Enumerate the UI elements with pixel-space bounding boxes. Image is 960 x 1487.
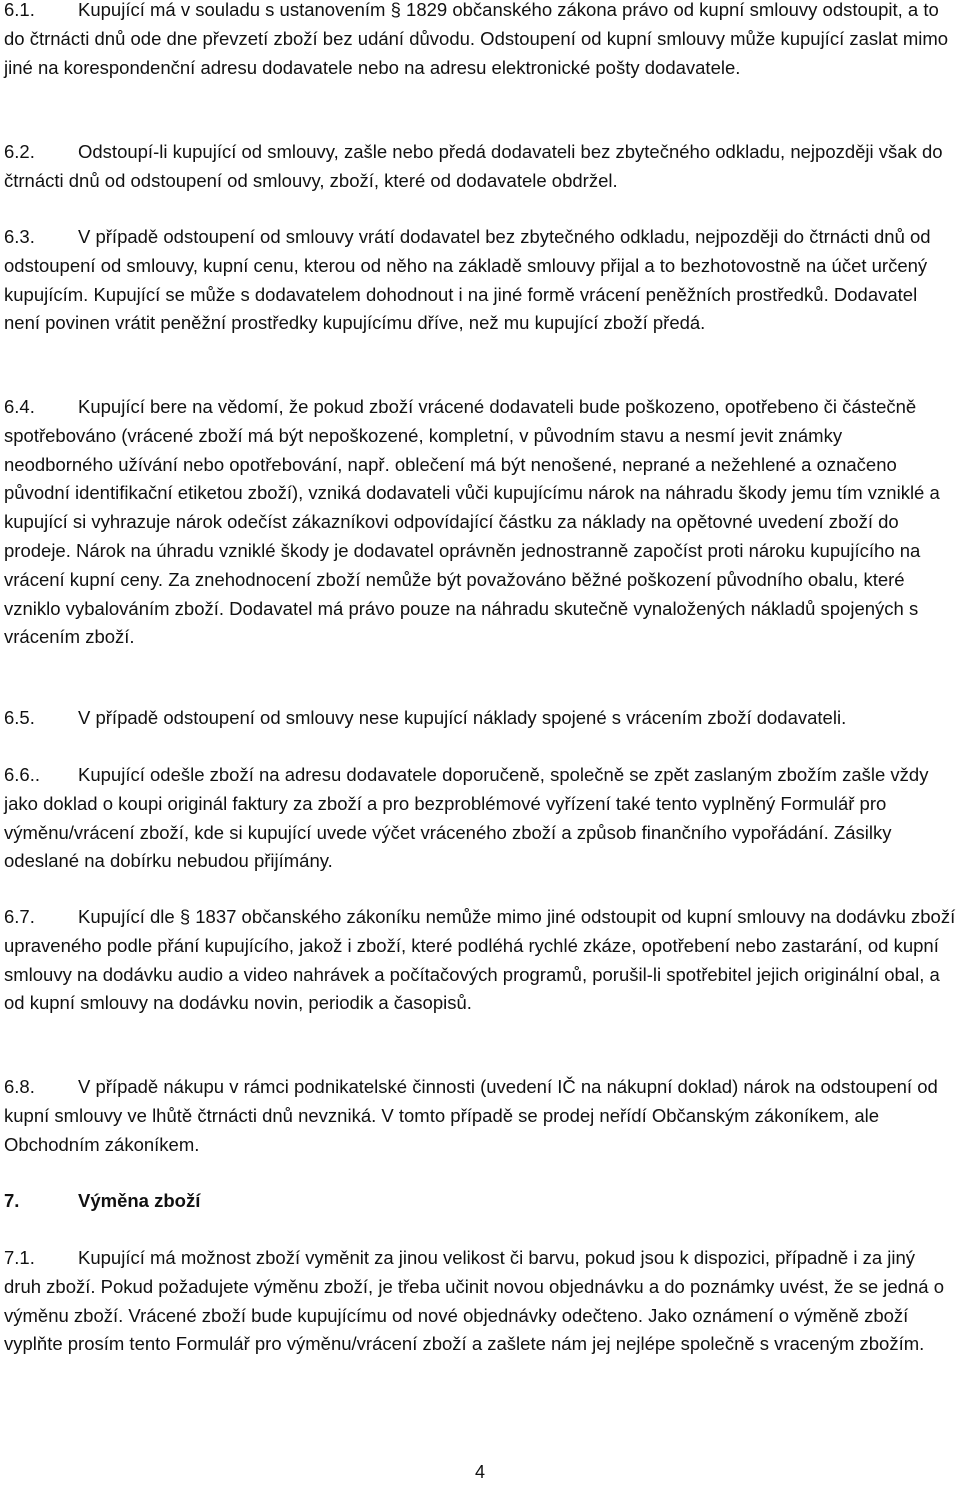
section-number: 6.8.	[4, 1076, 35, 1097]
section-number: 6.1.	[4, 0, 35, 20]
section-7-1	[4, 1244, 956, 1359]
section-6-8	[4, 1073, 956, 1159]
heading-title: Výměna zboží	[78, 1190, 201, 1211]
section-text: Kupující má možnost zboží vyměnit za jinou velikost či barvu, pokud jsou k dispozici, případně i za jiný druh zboží. Pokud požadujete výměnu zboží, je třeba učinit novou objednávku a do poznámky uvést, že se jedná o výměnu zboží. Vrácené zboží bude kupujícímu od nové objednávky odečteno. Jako oznámení o výměně zboží vyplňte prosím tento Formulář pro výměnu/vrácení zboží a zašlete nám jej nejlépe společně s vraceným zbožím.	[4, 1247, 944, 1355]
section-6-2	[4, 138, 956, 196]
section-number: 6.6..	[4, 764, 40, 785]
section-number: 6.3.	[4, 226, 35, 247]
section-number: 6.4.	[4, 396, 35, 417]
section-6-6	[4, 761, 956, 876]
section-number: 6.2.	[4, 141, 35, 162]
section-text: Kupující odešle zboží na adresu dodavatele doporučeně, společně se zpět zaslaným zbožím zašle vždy jako doklad o koupi originál faktury za zboží a pro bezproblémové vyřízení také tento vyplněný Formulář pro výměnu/vrácení zboží, kde si kupující uvede výčet vráceného zboží a způsob finančního vypořádání. Zásilky odeslané na dobírku nebudou přijímány.	[4, 764, 929, 872]
section-6-1	[4, 0, 956, 82]
section-text: Odstoupí-li kupující od smlouvy, zašle nebo předá dodavateli bez zbytečného odkladu, nejpozději však do čtrnácti dnů od odstoupení od smlouvy, zboží, které od dodavatele obdržel.	[4, 141, 943, 191]
section-text: Kupující má v souladu s ustanovením § 1829 občanského zákona právo od kupní smlouvy odstoupit, a to do čtrnácti dnů ode dne převzetí zboží bez udání důvodu. Odstoupení od kupní smlouvy může kupující zaslat mimo jiné na korespondenční adresu dodavatele nebo na adresu elektronické pošty dodavatele.	[4, 0, 949, 78]
section-text: Kupující bere na vědomí, že pokud zboží vrácené dodavateli bude poškozeno, opotřebeno či částečně spotřebováno (vrácené zboží má být nepoškozené, kompletní, v původním stavu a nesmí jevit známky neodborného užívání nebo opotřebování, např. oblečení má být nenošené, neprané a nežehlené a označeno původní identifikační etiketou zboží), vzniká dodavateli vůči kupujícímu nárok na náhradu škody jemu tím vzniklé a kupující si vyhrazuje nárok odečíst zákazníkovi odpovídající částku za náklady na opětovné uvedení zboží do prodeje. Nárok na úhradu vzniklé škody je dodavatel oprávněn jednostranně započíst proti nároku kupujícího na vrácení kupní ceny. Za znehodnocení zboží nemůže být považováno běžné poškození původního obalu, které vzniklo vybalováním zboží. Dodavatel má právo pouze na náhradu skutečně vynaložených nákladů spojených s vrácením zboží.	[4, 396, 940, 648]
section-text: Kupující dle § 1837 občanského zákoníku nemůže mimo jiné odstoupit od kupní smlouvy na dodávku zboží upraveného podle přání kupujícího, jakož i zboží, které podléhá rychlé zkáze, opotřebení nebo zastarání, od kupní smlouvy na dodávku audio a video nahrávek a počítačových programů, porušil-li spotřebitel jejich originální obal, a od kupní smlouvy na dodávku novin, periodik a časopisů.	[4, 906, 956, 1014]
section-text: V případě odstoupení od smlouvy vrátí dodavatel bez zbytečného odkladu, nejpozději do čtrnácti dnů od odstoupení od smlouvy, kupní cenu, kterou od něho na základě smlouvy přijal a to bezhotovostně na účet určený kupujícím. Kupující se může s dodavatelem dohodnout i na jiné formě vrácení peněžních prostředků. Dodavatel není povinen vrátit peněžní prostředky kupujícímu dříve, než mu kupující zboží předá.	[4, 226, 931, 334]
section-6-7	[4, 903, 956, 1018]
section-text: V případě odstoupení od smlouvy nese kupující náklady spojené s vrácením zboží dodavateli.	[78, 707, 847, 728]
heading-7	[4, 1187, 956, 1216]
section-text: V případě nákupu v rámci podnikatelské činnosti (uvedení IČ na nákupní doklad) nárok na odstoupení od kupní smlouvy ve lhůtě čtrnácti dnů nevzniká. V tomto případě se prodej neřídí Občanským zákoníkem, ale Obchodním zákoníkem.	[4, 1076, 938, 1155]
section-number: 6.7.	[4, 906, 35, 927]
page-number: 4	[474, 1462, 485, 1482]
section-number: 6.5.	[4, 707, 35, 728]
section-number: 7.1.	[4, 1247, 35, 1268]
section-6-3	[4, 223, 956, 338]
heading-number: 7.	[4, 1190, 20, 1211]
section-6-5	[4, 704, 956, 733]
section-6-4	[4, 393, 956, 652]
